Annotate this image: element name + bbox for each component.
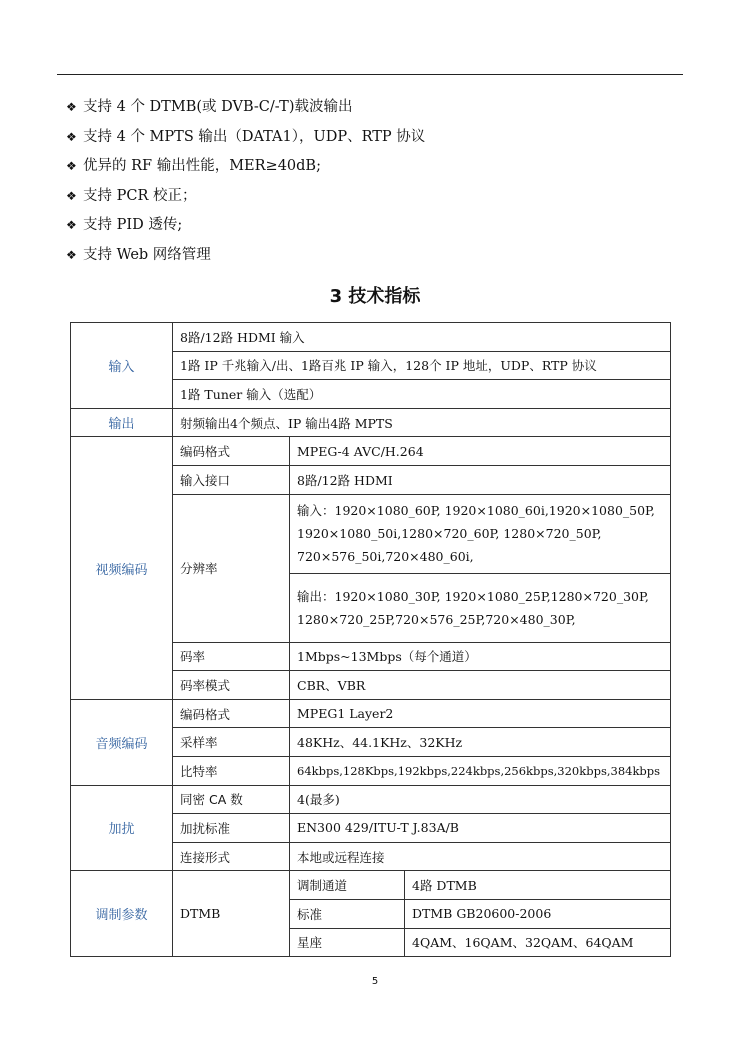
spec-label: 采样率 [173,728,290,757]
spec-value: 48KHz、44.1KHz、32KHz [290,728,671,757]
table-row [71,785,671,814]
spec-value: EN300 429/ITU-T J.83A/B [290,814,671,843]
category-input: 输入 [71,323,173,409]
spec-value: MPEG-4 AVC/H.264 [290,437,671,466]
spec-table [70,322,671,957]
feature-list [66,94,425,271]
diamond-bullet-icon: ❖ [66,100,77,114]
resolution-input [290,494,671,573]
spec-value: DTMB GB20600-2006 [405,899,671,928]
header-rule [57,74,683,75]
feature-item [66,94,425,124]
feature-item [66,153,425,183]
spec-label: 输入接口 [173,465,290,494]
spec-label: 编码格式 [173,699,290,728]
spec-value: 8路/12路 HDMI [290,465,671,494]
category-modulation: 调制参数 [71,871,173,957]
feature-item [66,124,425,154]
spec-value: CBR、VBR [290,671,671,700]
spec-label: 码率模式 [173,671,290,700]
diamond-bullet-icon: ❖ [66,129,77,144]
feature-text: 支持 PCR 校正； [83,187,197,204]
table-row [71,437,671,466]
category-scramble: 加扰 [71,785,173,871]
category-video: 视频编码 [71,437,173,699]
category-audio: 音频编码 [71,699,173,785]
spec-value: 1路 IP 千兆输入/出、1路百兆 IP 输入，128个 IP 地址，UDP、RTP 协议 [173,351,671,380]
diamond-bullet-icon: ❖ [66,247,77,262]
spec-label: 星座 [290,928,405,957]
category-output: 输出 [71,408,173,437]
feature-item [66,183,425,213]
resolution-line: 输入：1920×1080_60P, 1920×1080_60i,1920×1080_50P, [297,503,655,519]
spec-value: 射频输出4个频点、IP 输出4路 MPTS [173,408,671,437]
resolution-line: 720×576_50i,720×480_60i, [297,549,474,565]
diamond-bullet-icon: ❖ [66,159,77,173]
resolution-output [290,573,671,642]
spec-label: 比特率 [173,756,290,785]
spec-label: 码率 [173,642,290,671]
spec-value: 本地或远程连接 [290,842,671,871]
spec-label: DTMB [173,871,290,957]
page-number: 5 [371,976,379,987]
spec-value: 64kbps,128Kbps,192kbps,224kbps,256kbps,320kbps,384kbps [290,756,671,785]
feature-text: 支持 Web 网络管理 [83,246,211,263]
feature-text: 支持 4 个 DTMB(或 DVB-C/-T)载波输出 [83,99,353,115]
resolution-line: 输出：1920×1080_30P, 1920×1080_25P,1280×720_30P, [297,588,649,604]
resolution-line: 1280×720_25P,720×576_25P,720×480_30P, [297,611,576,627]
spec-value: 1Mbps~13Mbps（每个通道） [290,642,671,671]
diamond-bullet-icon: ❖ [66,218,77,232]
feature-text: 优异的 RF 输出性能，MER≥40dB; [83,158,321,174]
feature-item [66,212,425,242]
spec-label: 编码格式 [173,437,290,466]
spec-value: 1路 Tuner 输入（选配） [173,380,671,409]
spec-value: MPEG1 Layer2 [290,699,671,728]
spec-label: 连接形式 [173,842,290,871]
table-row [71,323,671,352]
spec-label: 调制通道 [290,871,405,900]
table-row [71,408,671,437]
spec-label: 分辨率 [173,494,290,642]
spec-label: 加扰标准 [173,814,290,843]
spec-value: 4QAM、16QAM、32QAM、64QAM [405,928,671,957]
spec-value: 4路 DTMB [405,871,671,900]
resolution-line: 1920×1080_50i,1280×720_60P, 1280×720_50P, [297,526,602,542]
table-row [71,871,671,900]
spec-value: 8路/12路 HDMI 输入 [173,323,671,352]
spec-value: 4(最多) [290,785,671,814]
feature-item [66,242,425,272]
section-title: 3 技术指标 [329,286,421,307]
feature-text: 支持 4 个 MPTS 输出（DATA1），UDP、RTP 协议 [83,128,426,145]
spec-label: 同密 CA 数 [173,785,290,814]
diamond-bullet-icon: ❖ [66,188,77,203]
feature-text: 支持 PID 透传; [83,217,183,233]
spec-label: 标准 [290,899,405,928]
table-row [71,699,671,728]
